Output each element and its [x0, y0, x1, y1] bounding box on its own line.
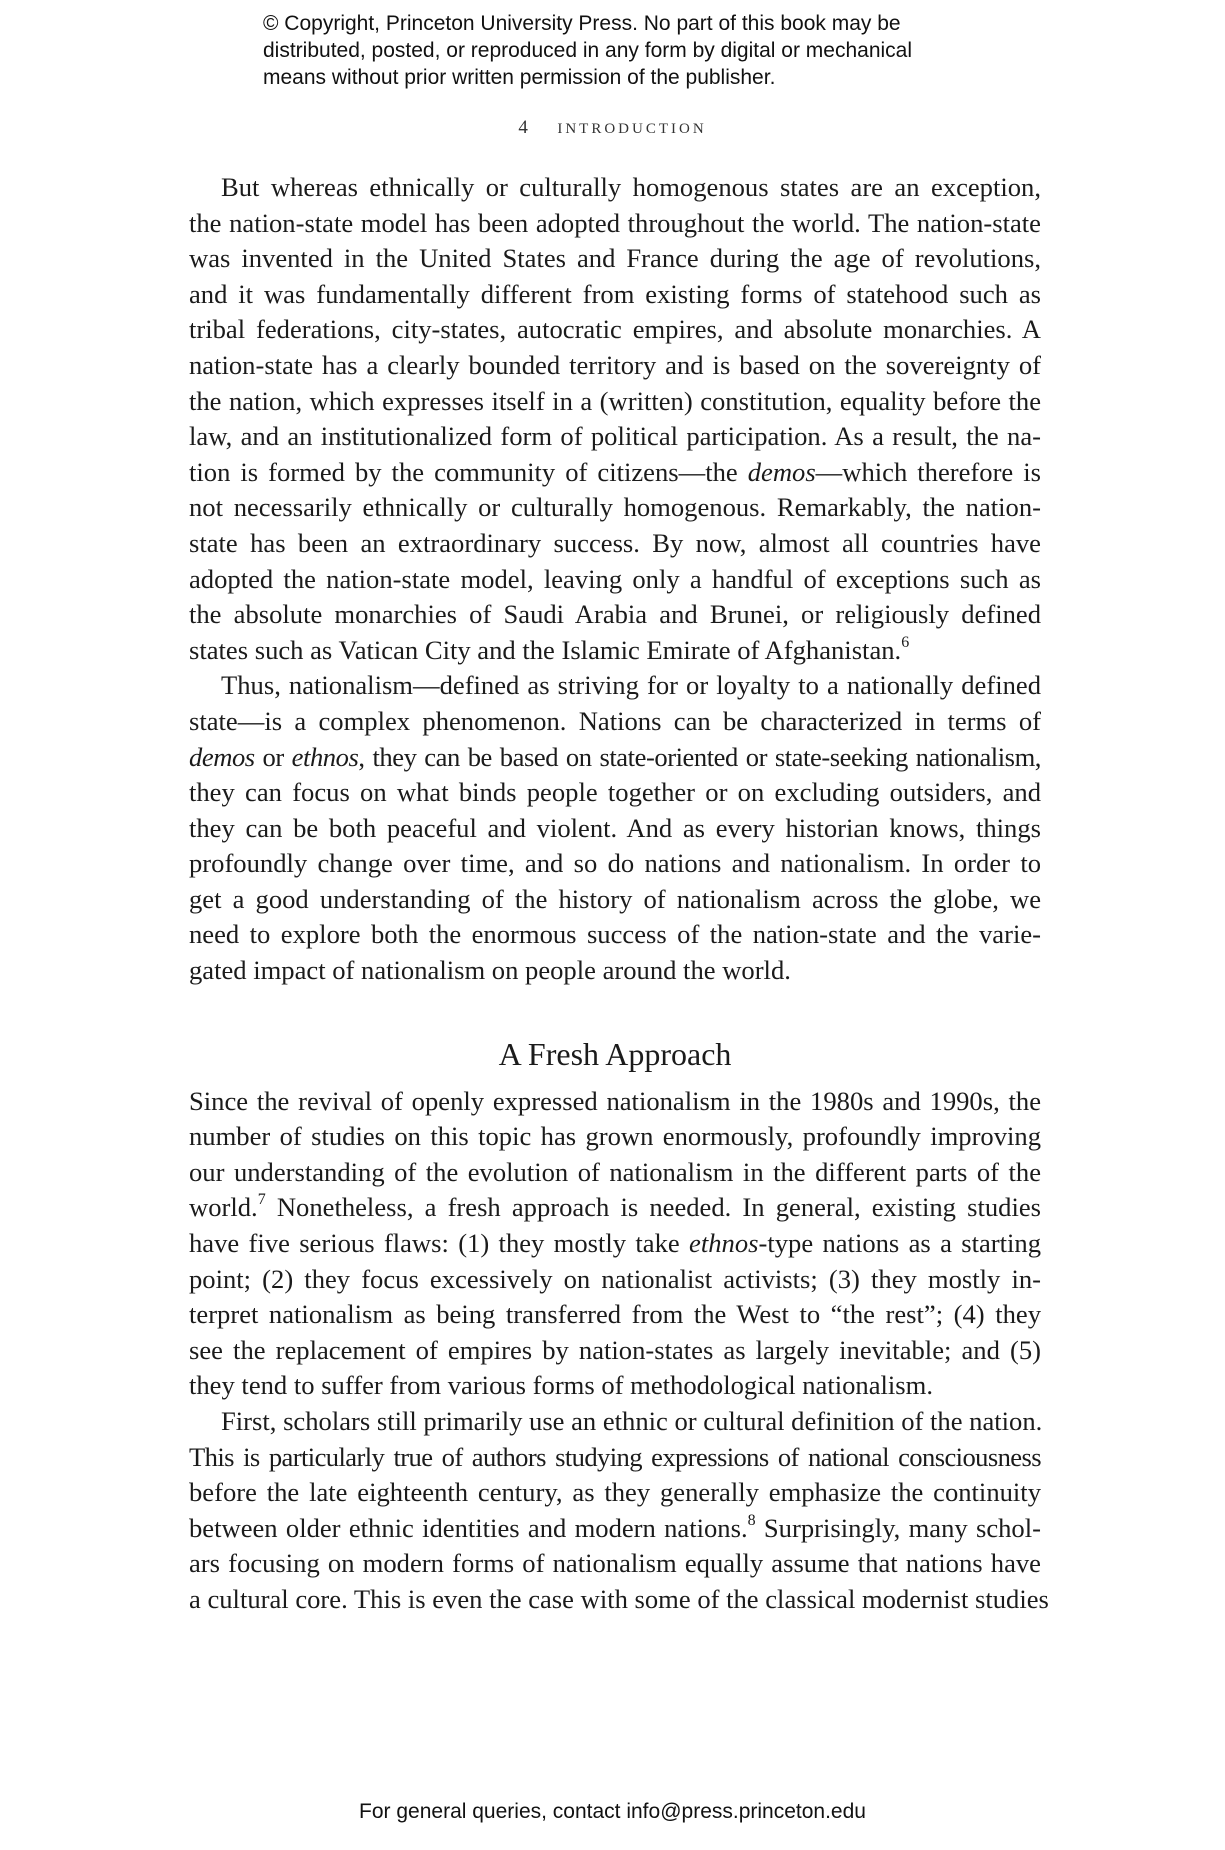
text-run: world. [189, 1192, 258, 1223]
text-run: —which therefore is [815, 456, 1041, 487]
text-line [189, 633, 1041, 669]
copyright-notice [263, 10, 1023, 91]
text-line: not necessarily ethnically or culturally homogenous. Remarkably, the nation- [189, 492, 1041, 523]
text-line: get a good understanding of the history of nationalism across the globe, we [189, 883, 1041, 914]
text-line: a cultural core. This is even the case with some of the classical modernist studies [189, 1583, 1049, 1614]
text-line: they can be both peaceful and violent. And as every historian knows, things [189, 812, 1041, 843]
italic-term: ethnos [689, 1228, 759, 1259]
text-line: our understanding of the evolution of nationalism in the different parts of the [189, 1156, 1041, 1187]
text-run: -type nations as a starting [758, 1228, 1042, 1259]
text-line: But whereas ethnically or culturally homogenous states are an exception, [221, 172, 1041, 202]
text-line [189, 1226, 1041, 1262]
chapter-title: introduction [557, 114, 707, 138]
text-line: terpret nationalism as being transferred from the West to “the rest”; (4) they [189, 1299, 1041, 1330]
text-line: First, scholars still primarily use an ethnic or cultural definition of the nation. [221, 1406, 1043, 1436]
text-line: law, and an institutionalized form of political participation. As a result, the na- [189, 421, 1041, 452]
text-run: Nonetheless, a fresh approach is needed. In general, existing studies [265, 1192, 1041, 1223]
text-line: adopted the nation-state model, leaving only a handful of exceptions such as [189, 563, 1041, 594]
text-line: state—is a complex phenomenon. Nations can be characterized in terms of [189, 705, 1041, 736]
text-line: Thus, nationalism—defined as striving for or loyalty to a nationally defined [221, 670, 1041, 701]
text-line: need to explore both the enormous success of the nation-state and the varie- [189, 919, 1041, 950]
text-line: the nation, which expresses itself in a (written) constitution, equality before the [189, 385, 1041, 416]
text-line: nation-state has a clearly bounded territory and is based on the sovereignty of [189, 349, 1041, 380]
text-run: tion is formed by the community of citizens—the [189, 456, 748, 487]
text-line: Since the revival of openly expressed nationalism in the 1980s and 1990s, the [189, 1085, 1041, 1116]
paragraph [189, 668, 1041, 988]
text-run: states such as Vatican City and the Islamic Emirate of Afghanistan. [189, 634, 902, 665]
footnote-ref[interactable]: 6 [901, 633, 910, 651]
copyright-line: means without prior written permission of the publisher. [263, 66, 776, 89]
text-line [189, 1190, 1041, 1226]
copyright-line: © Copyright, Princeton University Press. No part of this book may be [263, 12, 901, 35]
text-run: Surprisingly, many schol- [755, 1512, 1041, 1543]
text-run: have five serious flaws: (1) they mostly take [189, 1228, 690, 1259]
text-line: and it was fundamentally different from existing forms of statehood such as [189, 278, 1041, 309]
text-line: ars focusing on modern forms of nationalism equally assume that nations have [189, 1548, 1041, 1579]
text-line: the absolute monarchies of Saudi Arabia and Brunei, or religiously defined [189, 599, 1041, 630]
text-run: , they can be based on state-oriented or state-seeking nationalism, [358, 741, 1042, 772]
text-line: gated impact of nationalism on people around the world. [189, 955, 791, 986]
text-line: the nation-state model has been adopted throughout the world. The nation-state [189, 207, 1041, 238]
text-line [189, 1511, 1041, 1547]
text-line: number of studies on this topic has grown enormously, profoundly improving [189, 1121, 1041, 1152]
paragraph [189, 1084, 1041, 1404]
paragraph [189, 1404, 1049, 1618]
footnote-ref[interactable]: 8 [747, 1511, 756, 1529]
text-line: they can focus on what binds people together or on excluding outsiders, and [189, 777, 1041, 808]
italic-term: demos [747, 456, 816, 487]
text-line: state has been an extraordinary success. By now, almost all countries have [189, 527, 1041, 558]
footer-contact: For general queries, contact info@press.princeton.edu [359, 1800, 866, 1823]
page-number: 4 [518, 117, 528, 138]
italic-term: demos [189, 741, 255, 772]
text-line: profoundly change over time, and so do nations and nationalism. In order to [189, 848, 1041, 879]
body-text [189, 170, 1049, 1618]
text-line [189, 740, 1041, 776]
text-run: or [254, 741, 292, 772]
text-line: tribal federations, city-states, autocratic empires, and absolute monarchies. A [189, 314, 1041, 345]
text-line: see the replacement of empires by nation-states as largely inevitable; and (5) [189, 1334, 1041, 1365]
section-heading: A Fresh Approach [498, 1035, 732, 1072]
text-line: This is particularly true of authors studying expressions of national consciousness [189, 1441, 1041, 1472]
text-line: was invented in the United States and France during the age of revolutions, [189, 243, 1041, 274]
italic-term: ethnos [291, 741, 359, 772]
paragraph [189, 170, 1041, 668]
footnote-ref[interactable]: 7 [257, 1191, 266, 1209]
text-line: they tend to suffer from various forms of methodological nationalism. [189, 1370, 933, 1401]
text-line: before the late eighteenth century, as they generally emphasize the continuity [189, 1477, 1041, 1508]
text-line: point; (2) they focus excessively on nationalist activists; (3) they mostly in- [189, 1263, 1041, 1294]
text-run: between older ethnic identities and modern nations. [189, 1512, 748, 1543]
running-head [0, 114, 1225, 139]
copyright-line: distributed, posted, or reproduced in any form by digital or mechanical [263, 39, 913, 62]
text-line [189, 455, 1041, 491]
